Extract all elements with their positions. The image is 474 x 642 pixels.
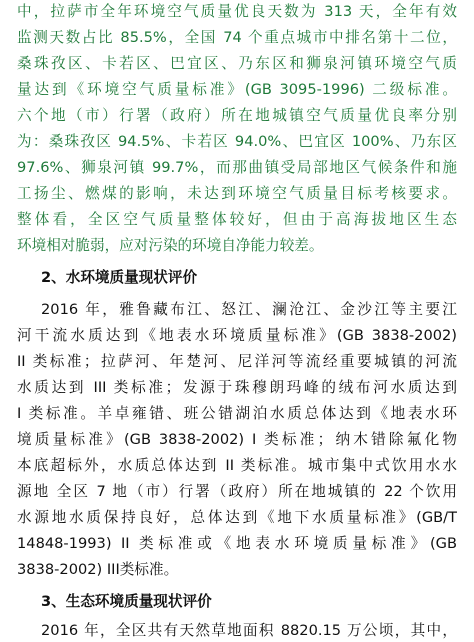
text-line: 14848-1993) II 类标准或《地表水环境质量标准》(GB [17, 535, 457, 552]
text-line: 监测天数占比 85.5%，全国 74 个重点城市中排名第十二位， [17, 29, 457, 46]
text-line: 六个地（市）行署（政府）所在地城镇空气质量优良率分别 [17, 107, 457, 124]
text-line: 环境相对脆弱，应对污染的环境自净能力较差。 [17, 237, 324, 254]
text-line: 中，拉萨市全年环境空气质量优良天数为 313 天，全年有效 [17, 3, 457, 20]
text-line: 3838-2002) III类标准。 [17, 561, 179, 578]
text-line: 桑珠孜区、卡若区、巴宜区、乃东区和狮泉河镇环境空气质 [17, 55, 457, 72]
text-line: 工扬尘、燃煤的影响，未达到环境空气质量目标考核要求。 [17, 185, 457, 202]
text-line: 量达到《环境空气质量标准》(GB 3095-1996) 二级标准。 [17, 81, 457, 98]
text-line: 97.6%、狮泉河镇 99.7%，而那曲镇受局部地区气候条件和施 [17, 159, 457, 176]
section-heading-ecology: 3、生态环境质量现状评价 [41, 593, 212, 610]
text-line: 境质量标准》(GB 3838-2002) I 类标准；纳木错除氟化物 [17, 431, 457, 448]
text-line: 水质达到 III 类标准；发源于珠穆朗玛峰的绒布河水质达到 [17, 379, 457, 396]
text-line: 源地 全区 7 地（市）行署（政府）所在地城镇的 22 个饮用 [17, 483, 457, 500]
text-line: 2016 年，雅鲁藏布江、怒江、澜沧江、金沙江等主要江 [41, 301, 457, 318]
text-line: 本底超标外，水质总体达到 II 类标准。城市集中式饮用水水 [17, 457, 457, 474]
text-line: II 类标准；拉萨河、年楚河、尼洋河等流经重要城镇的河流 [17, 353, 457, 370]
text-line: I 类标准。羊卓雍错、班公错湖泊水质总体达到《地表水环 [17, 405, 457, 422]
text-line: 水源地水质保持良好，总体达到《地下水质量标准》(GB/T [17, 509, 457, 526]
text-line: 为：桑珠孜区 94.5%、卡若区 94.0%、巴宜区 100%、乃东区 [17, 133, 457, 150]
text-line: 整体看，全区空气质量整体较好，但由于高海拔地区生态 [17, 211, 457, 228]
text-line: 河干流水质达到《地表水环境质量标准》(GB 3838-2002) [17, 327, 457, 344]
text-line: 2016 年，全区共有天然草地面积 8820.15 万公顷，其中， [41, 622, 457, 639]
section-heading-water: 2、水环境质量现状评价 [41, 269, 198, 286]
